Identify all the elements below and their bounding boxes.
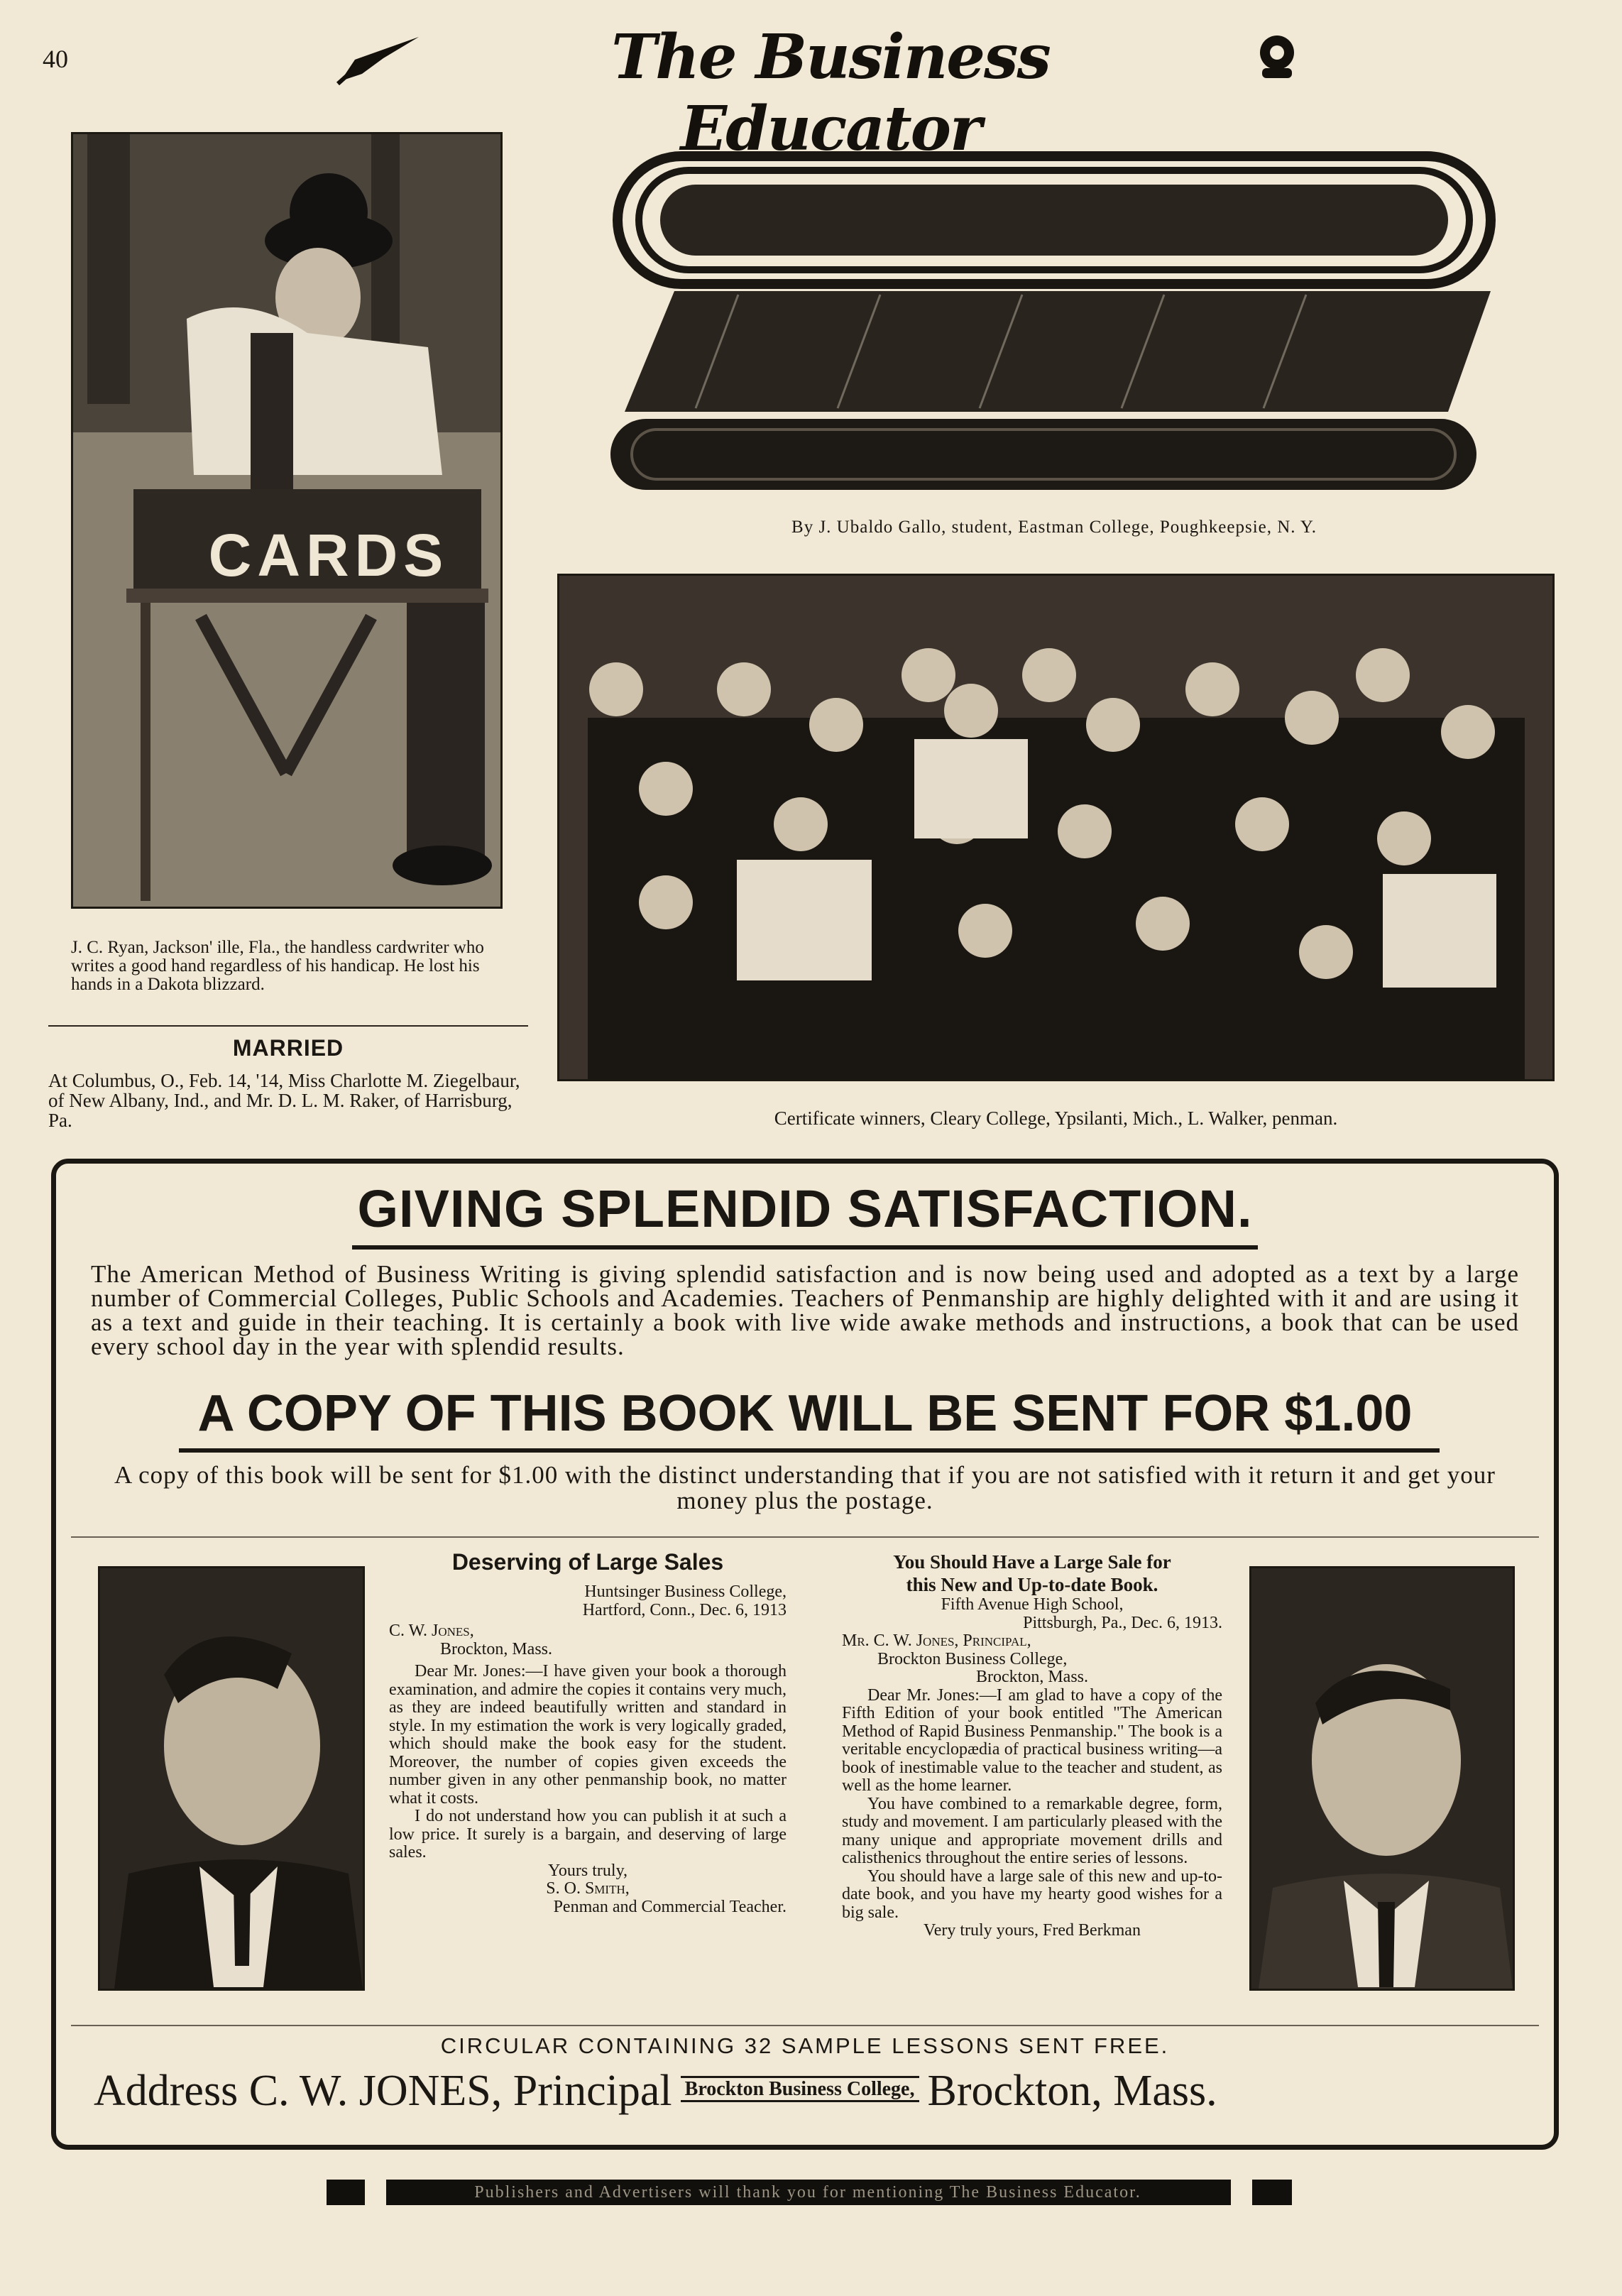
footer-text: Publishers and Advertisers will thank you for mentioning The Business Educator. xyxy=(474,2183,1141,2202)
price-heading: A COPY OF THIS BOOK WILL BE SENT FOR $1.00 xyxy=(197,1385,1413,1442)
letter-closing: Very truly yours, Fred Berkman xyxy=(924,1921,1141,1940)
portrait-left-illustration xyxy=(100,1568,363,1989)
flourish-illustration xyxy=(596,142,1512,511)
footer-bar-gap xyxy=(1231,2180,1252,2205)
ornament-icon xyxy=(1251,31,1303,84)
letter-recipient: Mr. C. W. Jones, Principal, xyxy=(842,1631,1031,1650)
divider xyxy=(71,2025,1539,2026)
married-notice: At Columbus, O., Feb. 14, '14, Miss Charlotte M. Ziegelbaur, of New Albany, Ind., and Mr. D. L. M. Raker, of Harrisburg, Pa. xyxy=(48,1070,520,1131)
letter-paragraph: You have combined to a remarkable degree, form, study and movement. I am particularly pleased with the many unique and appropriate movement drills and calisthenics throughout the entire series of lessons. xyxy=(842,1794,1222,1867)
letter-paragraph: You should have a large sale of this new and up-to-date book, and you have my hearty good wishes for a big sale. xyxy=(842,1866,1222,1922)
letter-heading: You Should Have a Large Sale for xyxy=(893,1551,1171,1573)
title-underline xyxy=(352,1245,1258,1250)
circular-note: CIRCULAR CONTAINING 32 SAMPLE LESSONS SENT FREE. xyxy=(440,2033,1170,2058)
letter-recipient-city: Brockton, Mass. xyxy=(976,1668,1088,1686)
letter-recipient-city: Brockton, Mass. xyxy=(440,1639,552,1658)
cardwriter-caption: J. C. Ryan, Jackson' ille, Fla., the handless cardwriter who writes a good hand regardless of his handicap. He lost his hands in a Dakota blizzard. xyxy=(71,938,484,994)
portrait-right-illustration xyxy=(1251,1568,1513,1989)
address-name: Address C. W. JONES, Principal xyxy=(94,2067,672,2115)
divider xyxy=(48,1025,528,1027)
letter-signer-title: Penman and Commercial Teacher. xyxy=(553,1897,787,1916)
letter-from: Huntsinger Business College, xyxy=(584,1582,787,1601)
letter-recipient-school: Brockton Business College, xyxy=(877,1649,1068,1668)
divider xyxy=(71,1536,1539,1538)
address-school: Brockton Business College, xyxy=(681,2076,919,2102)
letter-heading: this New and Up-to-date Book. xyxy=(906,1574,1158,1595)
portrait-photo-right xyxy=(1249,1566,1515,1991)
masthead-title: The Business Educator xyxy=(611,21,1050,165)
letter-signature: S. O. Smith, xyxy=(546,1879,630,1898)
price-text: A copy of this book will be sent for $1.00 with the distinct understanding that if you are not satisfied with it return it and get your money plus the postage. xyxy=(114,1461,1496,1514)
letter-date: Pittsburgh, Pa., Dec. 6, 1913. xyxy=(1023,1613,1222,1632)
price-underline xyxy=(179,1448,1440,1453)
letter-date: Hartford, Conn., Dec. 6, 1913 xyxy=(582,1600,787,1619)
letter-paragraph: Dear Mr. Jones:—I am glad to have a copy of the Fifth Edition of your book entitled "The American Method of Rapid Business Penmanship." The book is a veritable encyclopædia of practical business writing—a book of inestimable value to the teacher and student, as well as the home learner. xyxy=(842,1685,1222,1795)
letter-paragraph: I do not understand how you can publish it at such a low price. It surely is a bargain, and deserving of large sales. xyxy=(389,1807,787,1862)
ad-body: The American Method of Business Writing is giving splendid satisfaction and is now being used and adopted as a text by a large number of Commercial Colleges, Public Schools and Academies. Teachers of Penmanship are highly delighted with it and are using it as a text and guide in their teaching. It is certainly a book with live wide awake methods and instructions, a book that can be used every school day in the year with splendid results. xyxy=(91,1260,1519,1360)
address-city: Brockton, Mass. xyxy=(927,2067,1217,2115)
footer-bar-gap xyxy=(365,2180,386,2205)
desk-sign: CARDS xyxy=(208,522,449,589)
letter-closing: Yours truly, xyxy=(547,1861,628,1880)
portrait-photo-left xyxy=(98,1566,365,1991)
group-caption: Certificate winners, Cleary College, Ypsilanti, Mich., L. Walker, penman. xyxy=(774,1108,1338,1129)
group-portrait-illustration xyxy=(559,576,1552,1079)
testimonial-letter-left xyxy=(389,1549,787,1916)
cardwriter-photo xyxy=(71,132,503,909)
letter-paragraph: Dear Mr. Jones:—I have given your book a thorough examination, and admire the copies it contains very much, as they are indeed beautifully written and standard in style. In my estimation the work is very logically graded, which should make the book easy for the student. Moreover, the number of copies given exceeds the number given in any other penmanship book, no matter what it costs. xyxy=(389,1662,787,1808)
ad-title: GIVING SPLENDID SATISFACTION. xyxy=(357,1179,1253,1238)
letter-recipient: C. W. Jones, xyxy=(389,1622,474,1640)
letter-heading: Deserving of Large Sales xyxy=(451,1549,724,1575)
married-heading: MARRIED xyxy=(232,1035,344,1061)
quill-icon xyxy=(334,31,426,85)
testimonial-letter-right xyxy=(842,1551,1222,1940)
address-line xyxy=(94,2066,1217,2116)
letter-from: Fifth Avenue High School, xyxy=(941,1595,1124,1614)
page-number: 40 xyxy=(43,45,68,73)
group-photo xyxy=(557,574,1555,1081)
cardwriter-illustration xyxy=(73,134,500,907)
flourish-caption: By J. Ubaldo Gallo, student, Eastman College, Poughkeepsie, N. Y. xyxy=(791,518,1317,537)
